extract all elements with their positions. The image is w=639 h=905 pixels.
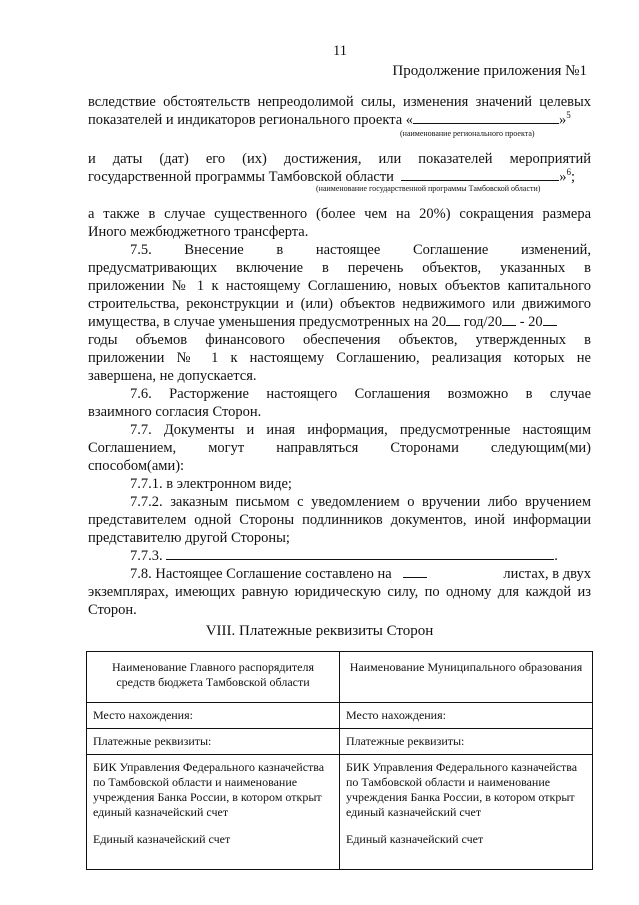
footnote-ref: 6 — [566, 167, 571, 177]
text-fragment: 7.7.3. — [130, 548, 163, 564]
text-fragment: имущества, в случае уменьшения предусмотренных на 20 — [88, 314, 447, 330]
body-line: 7.6. Расторжение настоящего Соглашения возможно в случае — [130, 386, 591, 402]
text-fragment: » — [559, 169, 567, 185]
body-line — [88, 111, 571, 130]
bik-text: БИК Управления Федерального казначейства по Тамбовской области и наименование учреждения Банка России, в котором открыт единый казначейский счет — [346, 760, 578, 819]
table-row — [87, 652, 593, 703]
text-fragment: год/20 — [460, 314, 503, 330]
text-fragment: - 20 — [516, 314, 543, 330]
body-line: способом(ами): — [88, 458, 185, 474]
table-cell: Место нахождения: — [87, 703, 340, 729]
body-line: взаимного согласия Сторон. — [88, 404, 262, 420]
footnote-ref: 5 — [566, 110, 571, 120]
table-cell: Платежные реквизиты: — [87, 729, 340, 755]
body-line: и даты (дат) его (их) достижения, или показателей мероприятий — [88, 151, 591, 167]
body-line: 7.7.2. заказным письмом с уведомлением о вручении либо вручением — [130, 494, 591, 510]
text-fragment: . — [554, 548, 558, 564]
body-line: Сторон. — [88, 602, 137, 618]
body-line: 7.5. Внесение в настоящее Соглашение изменений, — [130, 242, 591, 258]
body-line: Соглашением, могут направляться Сторонами следующим(ми) — [88, 440, 591, 456]
body-line: предусматривающих включение в перечень объектов, указанных в — [88, 260, 591, 276]
body-line: годы объемов финансового обеспечения объектов, утвержденных в — [88, 332, 591, 348]
blank-field — [502, 325, 516, 326]
blank-field — [413, 123, 559, 124]
text-fragment: государственной программы Тамбовской области — [88, 169, 394, 185]
table-cell: Платежные реквизиты: — [340, 729, 593, 755]
blank-field — [401, 180, 559, 181]
body-line: экземплярах, имеющих равную юридическую силу, по одному для каждой из — [88, 584, 591, 600]
field-caption: (наименование регионального проекта) — [400, 129, 535, 138]
blank-field — [543, 325, 557, 326]
body-line: Иного межбюджетного трансферта. — [88, 224, 309, 240]
table-cell — [340, 755, 593, 870]
body-line: вследствие обстоятельств непреодолимой силы, изменения значений целевых — [88, 94, 591, 110]
section-title: VIII. Платежные реквизиты Сторон — [205, 623, 434, 639]
body-line: 7.7.1. в электронном виде; — [130, 476, 292, 492]
text-fragment: листах, в двух — [503, 566, 591, 582]
table-header-cell: Наименование Муниципального образования — [340, 652, 593, 703]
table-cell — [87, 755, 340, 870]
text-fragment: показателей и индикаторов регионального проекта « — [88, 112, 414, 128]
blank-field — [446, 325, 460, 326]
account-text: Единый казначейский счет — [346, 832, 484, 846]
table-row — [87, 755, 593, 870]
body-line: приложении № 1 к настоящему Соглашению, реализация которых не — [88, 350, 591, 366]
requisites-table — [86, 651, 593, 870]
text-fragment: » — [559, 112, 567, 128]
body-line: представителю другой Стороны; — [88, 530, 290, 546]
table-row — [87, 729, 593, 755]
body-line: а также в случае существенного (более чем на 20%) сокращения размера — [88, 206, 591, 222]
table-row — [87, 703, 593, 729]
text-fragment: 7.8. Настоящее Соглашение составлено на — [130, 566, 392, 582]
bik-text: БИК Управления Федерального казначейства по Тамбовской области и наименование учреждения Банка России, в котором открыт единый казначейский счет — [93, 760, 325, 819]
page-number: 11 — [333, 43, 347, 59]
body-line: строительства, реконструкции и (или) объектов недвижимого или движимого — [88, 296, 591, 312]
body-line — [130, 565, 591, 583]
body-line: завершена, не допускается. — [88, 368, 257, 384]
field-caption: (наименование государственной программы Тамбовской области) — [316, 184, 541, 193]
blank-field — [403, 577, 427, 578]
text-fragment: ; — [570, 169, 575, 185]
appendix-continuation: Продолжение приложения №1 — [392, 63, 587, 79]
body-line: приложении № 1 к настоящему Соглашению, новых объектов капитального — [88, 278, 591, 294]
body-line: 7.7. Документы и иная информация, предусмотренные настоящим — [130, 422, 591, 438]
body-line: представителем одной Стороны подлинников документов, иной информации — [88, 512, 591, 528]
body-line — [130, 547, 558, 565]
table-cell: Место нахождения: — [340, 703, 593, 729]
table-header-cell: Наименование Главного распорядителя средств бюджета Тамбовской области — [87, 652, 340, 703]
body-line — [88, 313, 557, 331]
blank-field — [166, 559, 554, 560]
account-text: Единый казначейский счет — [93, 832, 231, 846]
